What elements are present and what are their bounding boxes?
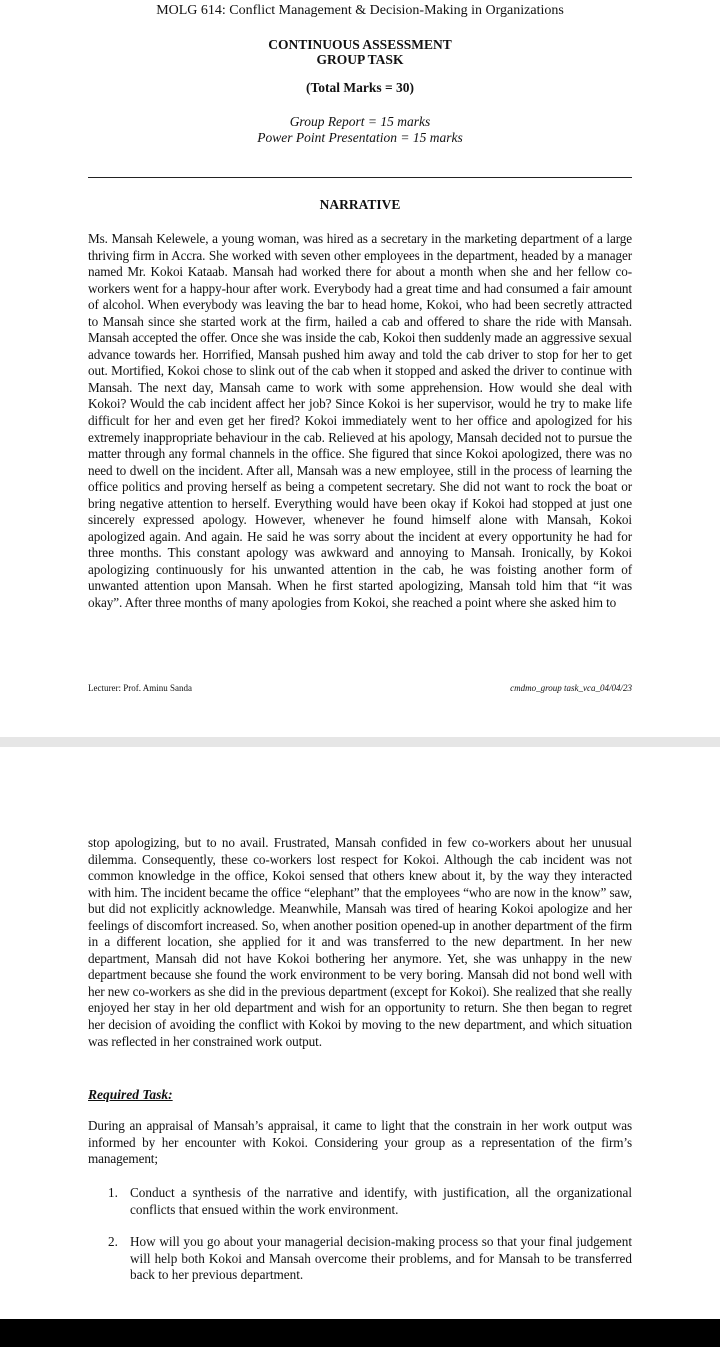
bottom-black-bar xyxy=(0,1319,720,1347)
narrative-heading: NARRATIVE xyxy=(319,197,401,212)
assessment-title: CONTINUOUS ASSESSMENT xyxy=(268,37,452,52)
task-number: 2. xyxy=(108,1234,118,1249)
required-task-intro: During an appraisal of Mansah’s appraisal, it came to light that the constrain in her work output was informed by her encounter with Kokoi. Considering your group as a representation of the firm’s management; xyxy=(88,1118,632,1167)
document-page-2 xyxy=(0,747,720,1319)
total-marks: (Total Marks = 30) xyxy=(305,80,415,95)
task-text: How will you go about your managerial decision-making process so that your final judgement will help both Kokoi and Mansah overcome their problems, and for Mansah to be transferred back to her previous department. xyxy=(130,1234,632,1283)
required-task-heading: Required Task: xyxy=(88,1087,173,1102)
narrative-paragraph-2: stop apologizing, but to no avail. Frustrated, Mansah confided in few co-workers about her unusual dilemma. Consequently, these co-workers lost respect for Kokoi. Although the cab incident was not common knowledge in the office, Kokoi sensed that others knew about it, by the way they interacted with him. The incident became the office “elephant” that the employees “who are now in the know” saw, but did not explicitly acknowledge. Meanwhile, Mansah was tired of hearing Kokoi apologize and her feelings of discomfort increased. So, when another position opened-up in another department of the firm in a different location, she applied for it and was transferred to the new department. In her new department, Mansah did not have Kokoi bothering her anymore. Yet, she was unhappy in the new department because she found the work environment to be very boring. Mansah did not bond well with her new co-workers as she did in the previous department (except for Kokoi). She realized that she really enjoyed her stay in her old department and wish for an opportunity to return. She then began to regret her decision of avoiding the conflict with Kokoi by moving to the new department, and which situation was reflected in her constrained work output. xyxy=(88,835,632,1049)
task-item-1 xyxy=(108,1185,632,1218)
page-separator xyxy=(0,737,720,747)
footer-lecturer: Lecturer: Prof. Aminu Sanda xyxy=(88,683,192,693)
group-task-title: GROUP TASK xyxy=(316,52,404,67)
narrative-paragraph-1: Ms. Mansah Kelewele, a young woman, was hired as a secretary in the marketing department of a large thriving firm in Accra. She worked with seven other employees in the department, headed by a manager named Mr. Kokoi Kataab. Mansah had worked there for about a month when she and her fellow co-workers went for a happy-hour after work. Everybody had a great time and had consumed a fair amount of alcohol. When everybody was leaving the bar to head home, Kokoi, who had been secretly attracted to Mansah since she started work at the firm, hailed a cab and offered to share the ride with Mansah. Mansah accepted the offer. Once she was inside the cab, Kokoi then suddenly made an aggressive sexual advance towards her. Horrified, Mansah pushed him away and told the cab driver to stop for her to get out. Mortified, Kokoi chose to slink out of the cab when it stopped and asked the driver to continue with Mansah. The next day, Mansah came to work with some apprehension. How would she deal with Kokoi? Would the cab incident affect her job? Since Kokoi is her supervisor, would he try to make life difficult for her and even get her fired? Kokoi immediately went to her office and apologized for his extremely inappropriate behaviour in the cab. Relieved at his apology, Mansah decided not to pursue the matter through any formal channels in the office. She figured that since Kokoi apologized, there was no need to dwell on the incident. After all, Mansah was a new employee, still in the process of learning the office politics and proving herself as being a competent secretary. She did not want to rock the boat or bring negative attention to herself. Everything would have been okay if Kokoi had stopped at just one sincerely expressed apology. However, whenever he found himself alone with Mansah, Kokoi apologized again. And again. He said he was sorry about the incident at every opportunity he had for three months. This constant apology was awkward and annoying to Mansah. Ironically, by Kokoi apologizing continuously for his unwanted attention in the cab, he was foisting another form of unwanted attention upon Mansah. When he first started apologizing, Mansah told him that “it was okay”. After three months of many apologies from Kokoi, she reached a point where she asked him to xyxy=(88,231,632,611)
task-number: 1. xyxy=(108,1185,118,1200)
presentation-marks: Power Point Presentation = 15 marks xyxy=(257,130,463,145)
task-item-2 xyxy=(108,1234,632,1284)
footer-document-code: cmdmo_group task_vca_04/04/23 xyxy=(510,683,632,693)
horizontal-divider xyxy=(88,177,632,178)
task-text: Conduct a synthesis of the narrative and identify, with justification, all the organizational conflicts that ensued within the work environment. xyxy=(130,1185,632,1217)
course-title: MOLG 614: Conflict Management & Decision-Making in Organizations xyxy=(156,3,564,18)
group-report-marks: Group Report = 15 marks xyxy=(289,114,431,129)
